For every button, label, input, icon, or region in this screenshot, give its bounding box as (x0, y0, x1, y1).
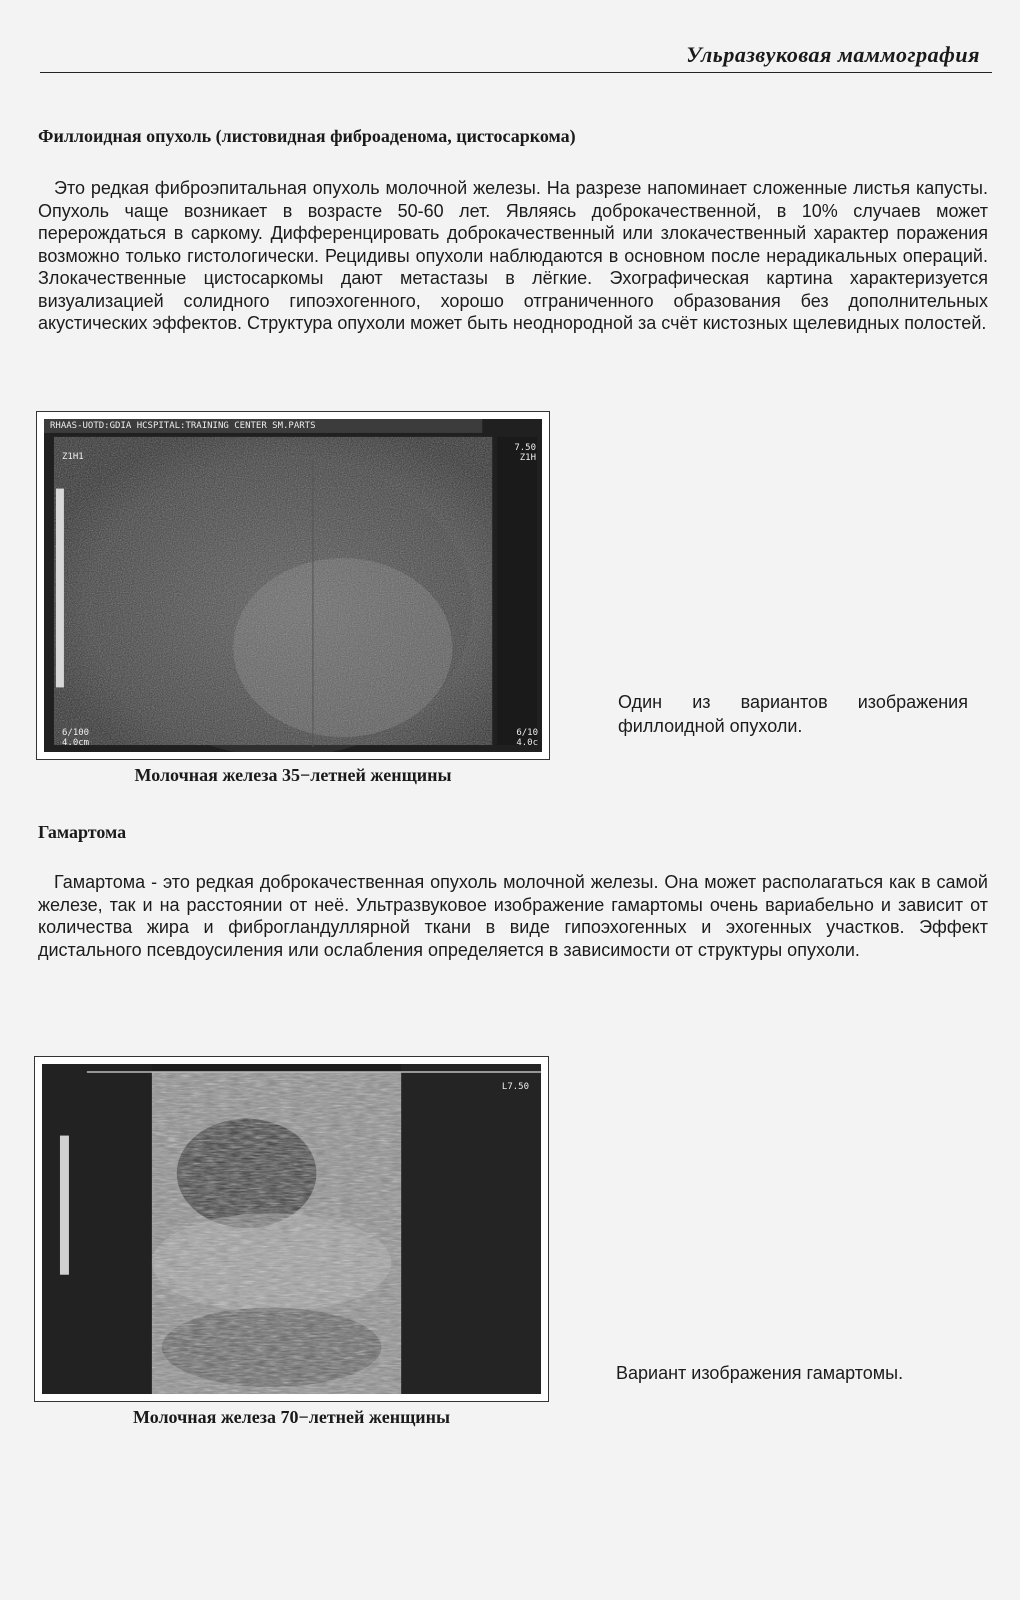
overlay-zone-right: Z1H (519, 453, 536, 463)
paragraph-phyllodes (38, 177, 988, 335)
overlay-frequency: 7.50 (514, 443, 536, 453)
overlay-depth-right: 4.0c (516, 738, 538, 748)
figure-caption-hamartoma: Молочная железа 70−летней женщины (132, 1407, 451, 1427)
header-rule (40, 72, 992, 73)
ultrasound-image-phyllodes (44, 419, 542, 752)
overlay-gain-right: 6/10 (516, 728, 538, 738)
overlay-depth-left: 4.0cm (62, 738, 90, 748)
section-heading-hamartoma: Гамартома (38, 822, 127, 842)
ultrasound-figure-hamartoma (34, 1056, 549, 1402)
ultrasound-graphic-phyllodes (44, 419, 542, 752)
paragraph-hamartoma-text: Гамартома - это редкая доброкачественная опухоль молочной железы. Она может располагаться как в самой железе, так и на расстоянии от неё. Ультразвуковое изображение гамартомы очень вариабельно и зависит от количества жира и фиброгландуллярной ткани в виде гипоэхогенных и эхогенных участков. Эффект дистального псевдоусиления или ослабления определяется в зависимости от структуры опухоли. (38, 872, 988, 960)
ultrasound-image-hamartoma (42, 1064, 541, 1394)
overlay-frequency-hamartoma: L7.50 (501, 1082, 529, 1092)
side-note-hamartoma: Вариант изображения гамартомы. (616, 1363, 904, 1383)
overlay-header-text: RHAAS-UOTD:GDIA HCSPITAL:TRAINING CENTER SM.PARTS (50, 421, 316, 431)
paragraph-phyllodes-text: Это редкая фиброэпитальная опухоль молочной железы. На разрезе напоминает сложенные листья капусты. Опухоль чаще возникает в возрасте 50-60 лет. Являясь доброкачественной, в 10% случаев может перерождаться в саркому. Дифференцировать доброкачественный или злокачественный характер поражения возможно только гистологически. Рецидивы опухоли наблюдаются в основном после нерадикальных операций. Злокачественные цистосаркомы дают метастазы в лёгкие. Эхографическая картина характеризуется визуализацией солидного гипоэхогенного, хорошо отграниченного образования без дополнительных акустических эффектов. Структура опухоли может быть неоднородной за счёт кистозных щелевидных полостей. (38, 178, 988, 333)
overlay-gain-left: 6/100 (62, 728, 90, 738)
section-heading-phyllodes: Филлоидная опухоль (листовидная фиброаденома, цистосаркома) (38, 126, 576, 146)
ultrasound-graphic-hamartoma (42, 1064, 541, 1394)
paragraph-hamartoma (38, 871, 988, 961)
ultrasound-figure-phyllodes (36, 411, 550, 760)
overlay-zone-left: Z1H1 (62, 452, 84, 462)
running-header-title: Ульразвуковая маммография (686, 42, 980, 67)
side-note-phyllodes: Один из вариантов изображения филлоидной опухоли. (618, 692, 968, 736)
figure-caption-phyllodes: Молочная железа 35−летней женщины (134, 765, 452, 785)
